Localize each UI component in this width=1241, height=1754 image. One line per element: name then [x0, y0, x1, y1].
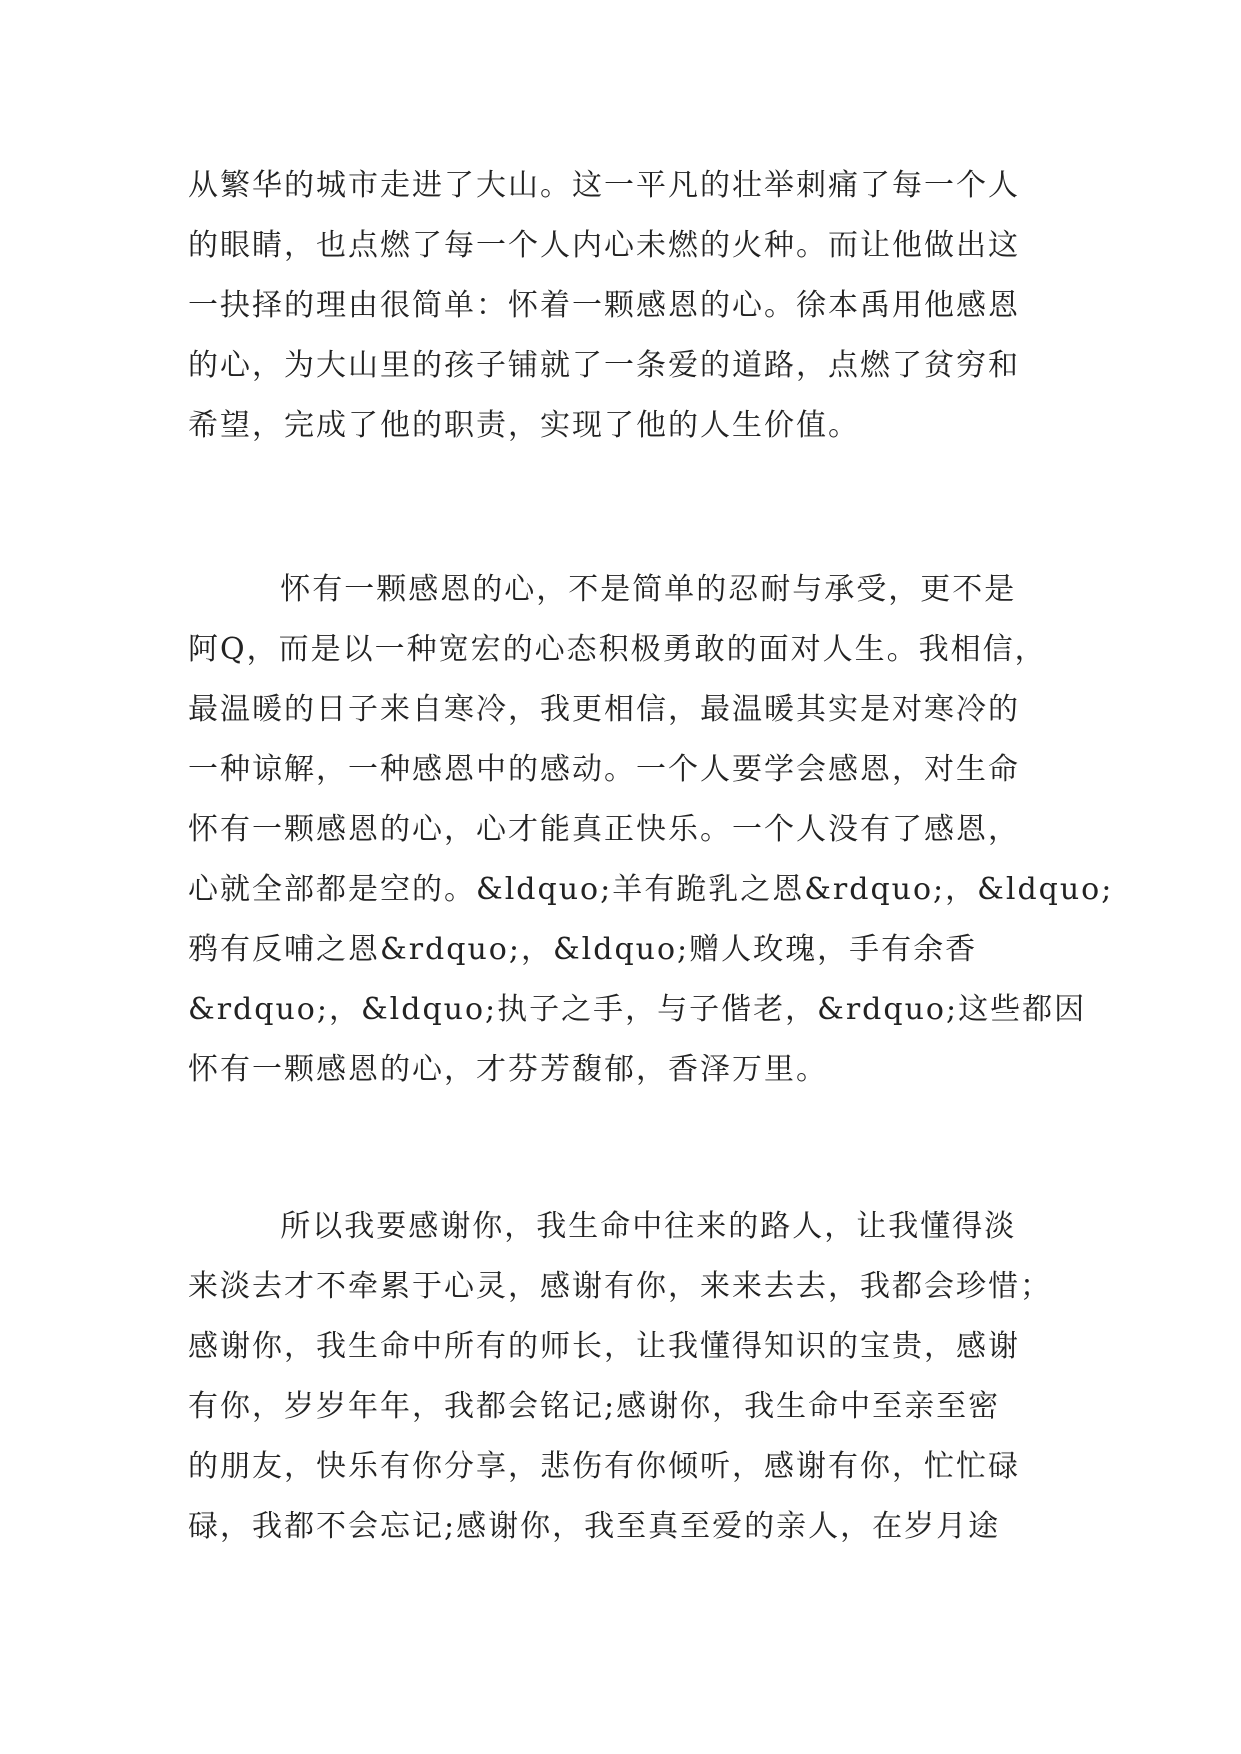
text-line: 的心，为大山里的孩子铺就了一条爱的道路，点燃了贫穷和 [188, 348, 1020, 383]
text-line: 所以我要感谢你，我生命中往来的路人，让我懂得淡 [188, 1209, 1017, 1244]
text-line: 怀有一颗感恩的心，不是简单的忍耐与承受，更不是 [188, 572, 1017, 607]
text-line: 希望，完成了他的职责，实现了他的人生价值。 [188, 408, 860, 443]
text-line: &rdquo;，&ldquo;执子之手，与子偕老，&rdquo;这些都因 [188, 992, 1087, 1027]
text-line: 的眼睛，也点燃了每一个人内心未燃的火种。而让他做出这 [188, 228, 1020, 263]
text-line: 怀有一颗感恩的心，才芬芳馥郁，香泽万里。 [188, 1052, 828, 1087]
text-line: 鸦有反哺之恩&rdquo;，&ldquo;赠人玫瑰，手有余香 [188, 932, 978, 967]
paragraph-2 [188, 560, 1114, 1100]
text-line: 来淡去才不牵累于心灵，感谢有你，来来去去，我都会珍惜； [188, 1269, 1052, 1304]
paragraph-1 [188, 156, 1048, 456]
text-line: 一种谅解，一种感恩中的感动。一个人要学会感恩，对生命 [188, 752, 1020, 787]
text-line: 感谢你，我生命中所有的师长，让我懂得知识的宝贵，感谢 [188, 1329, 1020, 1364]
text-line: 的朋友，快乐有你分享，悲伤有你倾听，感谢有你，忙忙碌 [188, 1449, 1020, 1484]
text-line: 心就全部都是空的。&ldquo;羊有跪乳之恩&rdquo;，&ldquo; [188, 872, 1114, 907]
paragraph-3 [188, 1197, 1052, 1557]
text-line: 从繁华的城市走进了大山。这一平凡的壮举刺痛了每一个人 [188, 168, 1020, 203]
text-line: 阿Q，而是以一种宽宏的心态积极勇敢的面对人生。我相信， [188, 632, 1047, 667]
text-line: 一抉择的理由很简单：怀着一颗感恩的心。徐本禹用他感恩 [188, 288, 1020, 323]
text-line: 最温暖的日子来自寒冷，我更相信，最温暖其实是对寒冷的 [188, 692, 1020, 727]
text-line: 怀有一颗感恩的心，心才能真正快乐。一个人没有了感恩， [188, 812, 1020, 847]
text-line: 有你，岁岁年年，我都会铭记;感谢你，我生命中至亲至密 [188, 1389, 1001, 1424]
text-line: 碌，我都不会忘记;感谢你，我至真至爱的亲人，在岁月途 [188, 1509, 1001, 1544]
